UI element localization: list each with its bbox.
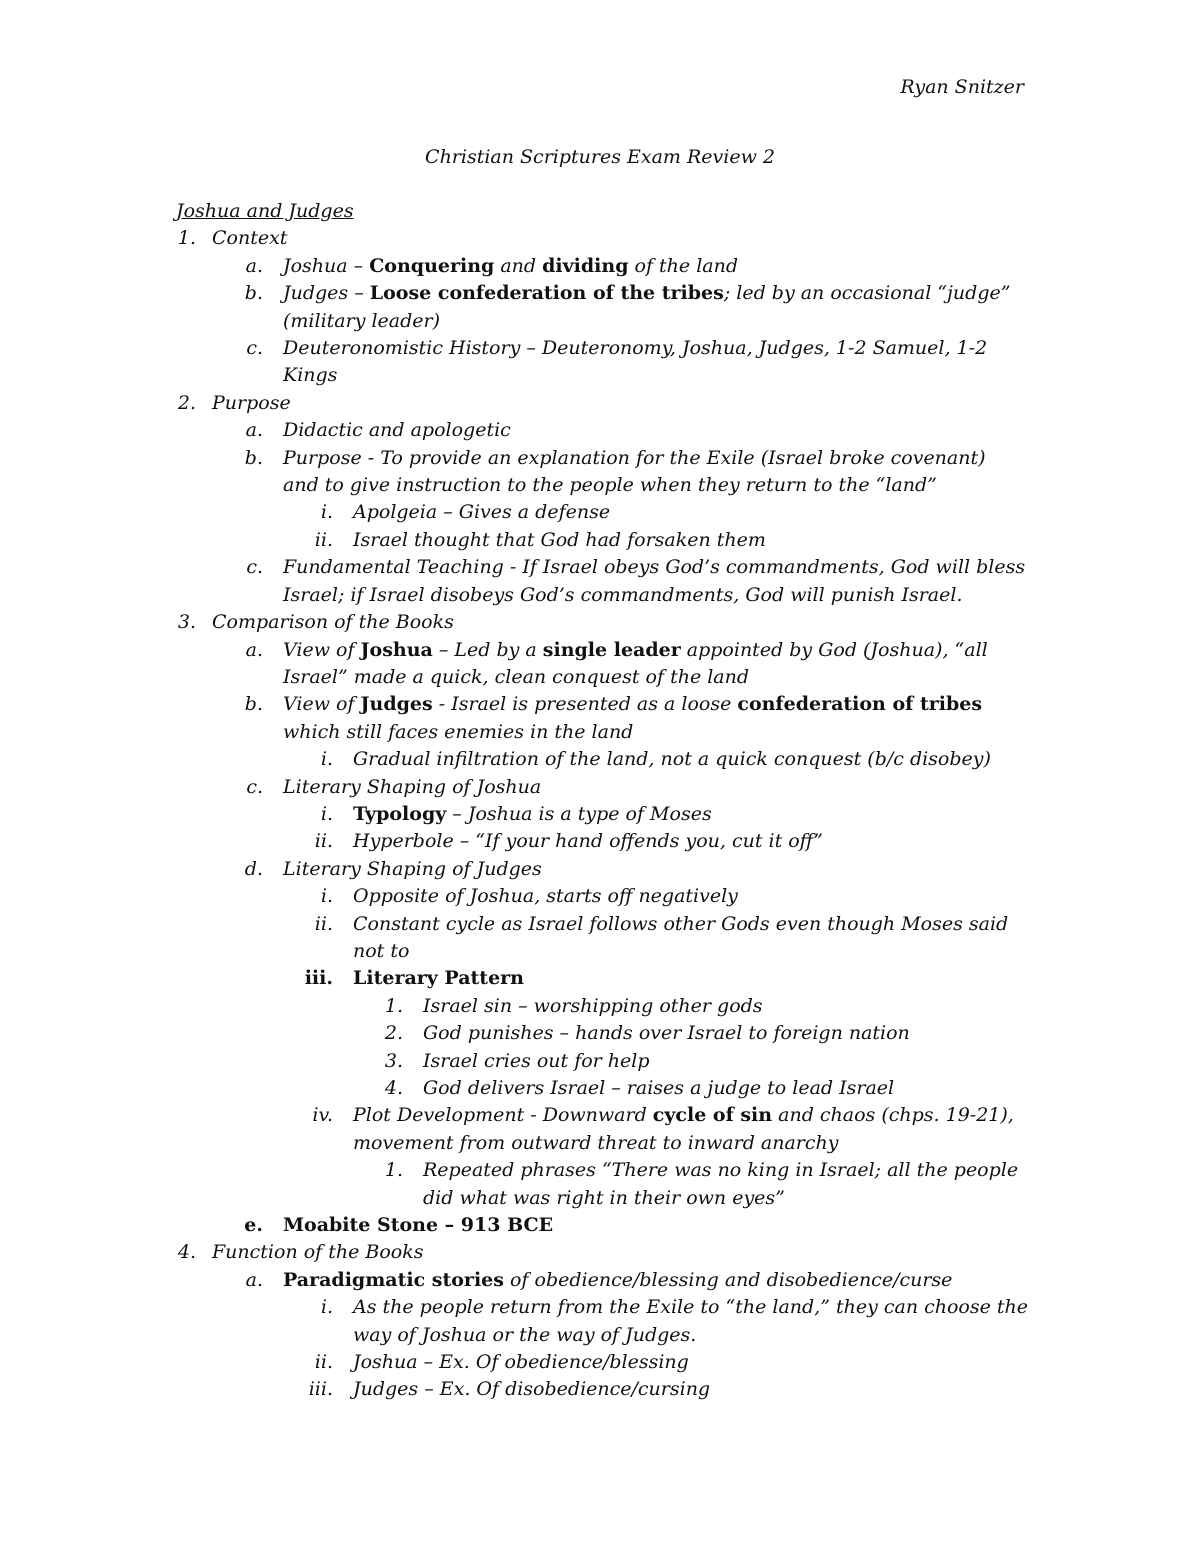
outline-item: 1. Context — [177, 227, 288, 250]
section-title: Joshua and Judges — [176, 200, 354, 222]
outline-item: 4. God delivers Israel – raises a judge to lead Israel — [384, 1077, 895, 1099]
outline-item: 4. Function of the Books — [177, 1241, 424, 1264]
outline — [176, 198, 1029, 1404]
outline-item-continuation: not to — [353, 939, 410, 962]
outline-item: d. Literary Shaping of Judges — [244, 857, 542, 880]
outline-item: iv. Plot Development - Downward cycle of sin and chaos (chps. 19-21), — [312, 1104, 1014, 1127]
outline-item-continuation: which still faces enemies in the land — [283, 720, 634, 743]
outline-item-continuation: did what was right in their own eyes” — [423, 1186, 785, 1209]
outline-item-continuation: (military leader) — [283, 309, 441, 332]
outline-item-continuation: way of Joshua or the way of Judges. — [353, 1323, 697, 1346]
outline-item: 2. God punishes – hands over Israel to foreign nation — [384, 1022, 910, 1045]
outline-item: a. Joshua – Conquering and dividing of the land — [245, 254, 739, 277]
outline-item: c. Literary Shaping of Joshua — [246, 775, 542, 798]
outline-item: i. Typology – Joshua is a type of Moses — [320, 802, 712, 825]
document-title: Christian Scriptures Exam Review 2 — [425, 146, 775, 168]
outline-item: e. Moabite Stone – 913 BCE — [244, 1214, 554, 1237]
outline-item: a. Paradigmatic stories of obedience/blessing and disobedience/curse — [245, 1268, 953, 1291]
outline-item: 1. Israel sin – worshipping other gods — [384, 994, 763, 1017]
outline-item-continuation: Israel; if Israel disobeys God’s commandments, God will punish Israel. — [283, 583, 963, 606]
outline-item: b. Judges – Loose confederation of the tribes; led by an occasional “judge” — [244, 282, 1011, 305]
outline-item: b. View of Judges - Israel is presented as a loose confederation of tribes — [244, 693, 983, 716]
outline-item: 3. Comparison of the Books — [177, 611, 454, 634]
outline-item: i. Gradual infiltration of the land, not a quick conquest (b/c disobey) — [320, 748, 991, 771]
outline-item: ii. Israel thought that God had forsaken them — [314, 528, 766, 551]
outline-item: ii. Hyperbole – “If your hand offends you, cut it off” — [314, 830, 823, 853]
outline-item-continuation: Kings — [283, 364, 338, 387]
outline-item: i. Opposite of Joshua, starts off negatively — [320, 885, 738, 908]
outline-item: ii. Joshua – Ex. Of obedience/blessing — [314, 1351, 689, 1374]
outline-item: i. As the people return from the Exile to “the land,” they can choose the — [320, 1296, 1029, 1319]
outline-item: a. Didactic and apologetic — [245, 419, 511, 442]
outline-item: c. Fundamental Teaching - If Israel obeys God’s commandments, God will bless — [246, 556, 1026, 579]
outline-item: 1. Repeated phrases “There was no king in Israel; all the people — [384, 1159, 1019, 1182]
outline-item: 2. Purpose — [177, 391, 291, 414]
outline-item: a. View of Joshua – Led by a single leader appointed by God (Joshua), “all — [245, 638, 988, 661]
outline-item: 3. Israel cries out for help — [384, 1049, 650, 1072]
outline-item: iii. Literary Pattern — [304, 967, 524, 990]
outline-item-continuation: movement from outward threat to inward anarchy — [353, 1131, 839, 1154]
outline-item: c. Deuteronomistic History – Deuteronomy, Joshua, Judges, 1-2 Samuel, 1-2 — [246, 337, 988, 360]
outline-item-continuation: and to give instruction to the people when they return to the “land” — [283, 474, 937, 497]
outline-item: iii. Judges – Ex. Of disobedience/cursing — [308, 1378, 711, 1401]
author-name: Ryan Snitzer — [900, 76, 1024, 98]
outline-item: i. Apolgeia – Gives a defense — [320, 501, 611, 524]
outline-item-continuation: Israel” made a quick, clean conquest of the land — [283, 665, 750, 688]
outline-item: ii. Constant cycle as Israel follows other Gods even though Moses said — [314, 912, 1009, 935]
outline-item: b. Purpose - To provide an explanation for the Exile (Israel broke covenant) — [244, 446, 986, 469]
